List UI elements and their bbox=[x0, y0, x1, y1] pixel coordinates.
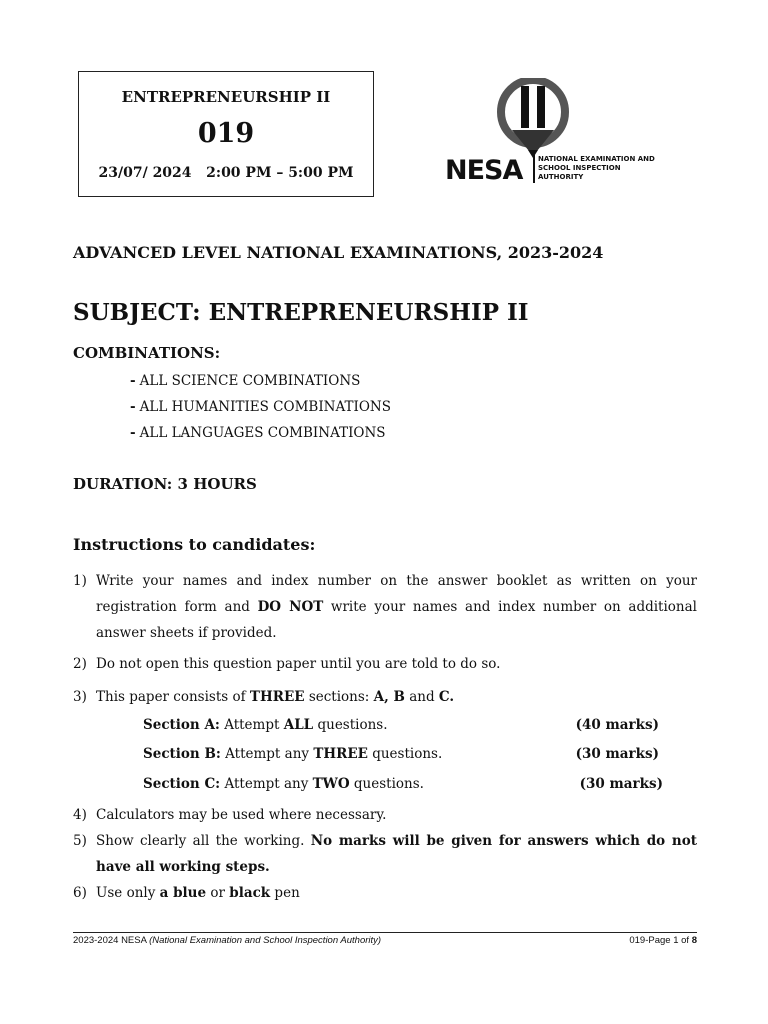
section-marks: (40 marks) bbox=[575, 717, 659, 733]
exam-date-time bbox=[79, 165, 373, 181]
logo-name-line: AUTHORITY bbox=[538, 173, 584, 181]
paper-code: 019 bbox=[197, 118, 255, 149]
exam-title: ADVANCED LEVEL NATIONAL EXAMINATIONS, 2023-2024 bbox=[73, 243, 604, 262]
list-item: - ALL HUMANITIES COMBINATIONS bbox=[130, 399, 391, 415]
combinations-heading: COMBINATIONS: bbox=[73, 344, 221, 362]
instruction-6: 6) Use only a blue or black pen bbox=[73, 885, 300, 901]
exam-time: 2:00 PM – 5:00 PM bbox=[206, 165, 354, 181]
logo-full-name bbox=[538, 155, 668, 182]
instruction-3: 3) This paper consists of THREE sections: A, B and C. bbox=[73, 689, 455, 705]
logo-name-line: NATIONAL EXAMINATION AND bbox=[538, 155, 655, 163]
section-marks: (30 marks) bbox=[579, 776, 663, 792]
instruction-4: 4) Calculators may be used where necessary. bbox=[73, 807, 387, 823]
footer-authority: 2023-2024 NESA (National Examination and School Inspection Authority) bbox=[73, 935, 382, 946]
instructions-heading: Instructions to candidates: bbox=[73, 535, 316, 554]
header-subject: ENTREPRENEURSHIP II bbox=[121, 88, 331, 106]
combinations-list bbox=[130, 372, 391, 450]
list-item: - ALL LANGUAGES COMBINATIONS bbox=[130, 425, 386, 441]
logo-divider bbox=[533, 155, 535, 183]
logo-name-line: SCHOOL INSPECTION bbox=[538, 164, 621, 172]
instruction-2: 2) Do not open this question paper until you are told to do so. bbox=[73, 656, 501, 672]
exam-header-box bbox=[78, 71, 374, 197]
section-a-row: Section A: Attempt ALL questions. (40 marks) bbox=[143, 717, 659, 733]
logo-acronym: NESA bbox=[445, 155, 523, 186]
footer-divider bbox=[73, 932, 697, 933]
duration: DURATION: 3 HOURS bbox=[73, 475, 257, 493]
instruction-1: 1) Write your names and index number on the answer booklet as written on your registration form and DO NOT write your names and index number on additional answer sheets if provided. bbox=[73, 573, 697, 641]
footer-page-number: 019-Page 1 of 8 bbox=[629, 935, 697, 946]
instruction-5: 5) Show clearly all the working. No marks will be given for answers which do not have all working steps. bbox=[73, 833, 697, 875]
section-b-row: Section B: Attempt any THREE questions. (30 marks) bbox=[143, 746, 659, 762]
section-c-row: Section C: Attempt any TWO questions. (30 marks) bbox=[143, 776, 663, 792]
section-marks: (30 marks) bbox=[575, 746, 659, 762]
exam-date: 23/07/ 2024 bbox=[98, 165, 192, 181]
subject-title: SUBJECT: ENTREPRENEURSHIP II bbox=[73, 299, 529, 326]
list-item: - ALL SCIENCE COMBINATIONS bbox=[130, 373, 361, 389]
